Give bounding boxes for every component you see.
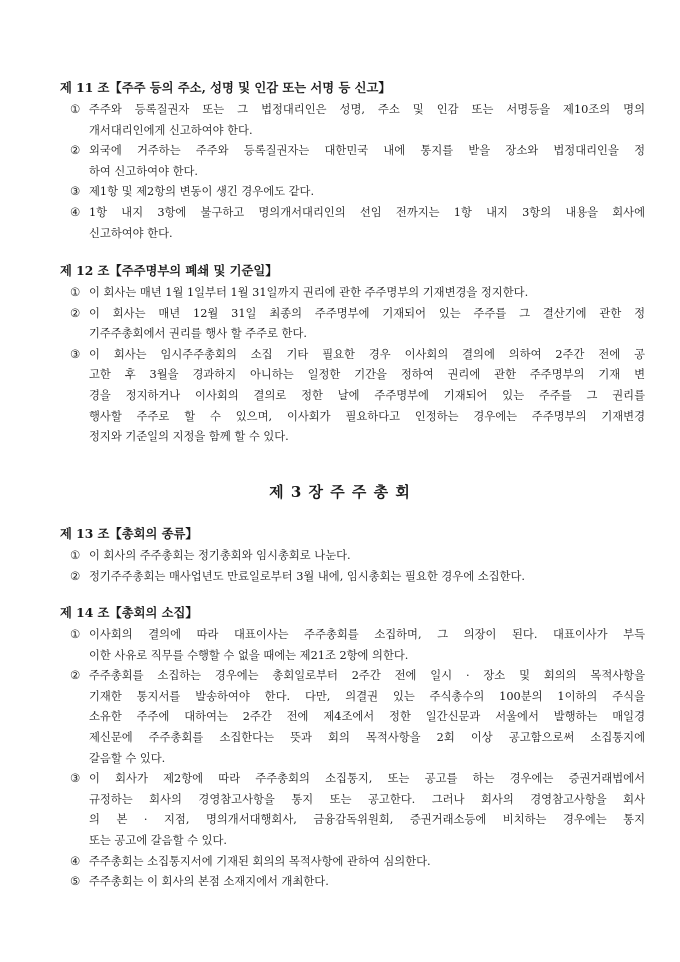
article-14 bbox=[60, 604, 645, 893]
paragraph-line: 제신문에 주주총회를 소집한다는 뜻과 회의 목적사항을 2회 이상 공고함으로써 소집통지에 bbox=[89, 730, 645, 744]
paragraph-line: 이 회사의 주주총회는 정기총회와 임시총회로 나눈다. bbox=[89, 549, 351, 562]
paragraph-number: ① bbox=[70, 628, 81, 641]
paragraph-line: 이 회사가 제2항에 따라 주주총회의 소집통지, 또는 공고를 하는 경우에는 증권거래법에서 bbox=[89, 772, 645, 786]
paragraph-line: 또는 공고에 갈음할 수 있다. bbox=[89, 833, 227, 847]
paragraph-item bbox=[60, 872, 645, 893]
paragraph-line: 개서대리인에게 신고하여야 한다. bbox=[89, 123, 253, 137]
article-12 bbox=[60, 262, 645, 448]
paragraph-item bbox=[60, 141, 645, 182]
paragraph-line: 주주총회는 이 회사의 본점 소재지에서 개최한다. bbox=[89, 875, 329, 889]
paragraph-number: ③ bbox=[70, 347, 81, 361]
paragraph-line: 외국에 거주하는 주주와 등록질권자는 대한민국 내에 통지를 받을 장소와 법정대리인을 정 bbox=[89, 144, 645, 158]
paragraph-number: ⑤ bbox=[70, 875, 81, 889]
paragraph-line: 주주와 등록질권자 또는 그 법정대리인은 성명, 주소 및 인감 또는 서명등을 제10조의 명의 bbox=[89, 103, 645, 116]
paragraph-item bbox=[60, 345, 645, 448]
paragraph-line: 제1항 및 제2항의 변동이 생긴 경우에도 같다. bbox=[89, 185, 315, 199]
paragraph-number: ② bbox=[70, 306, 81, 320]
paragraph-line: 이 회사는 임시주주총회의 소집 기타 필요한 경우 이사회의 결의에 의하여 2주간 전에 공 bbox=[89, 347, 645, 361]
paragraph-line: 기주주총회에서 권리를 행사 할 주주로 한다. bbox=[89, 327, 307, 341]
paragraph-line: 고한 후 3월을 경과하지 아니하는 일정한 기간을 정하여 권리에 관한 주주명부의 기재 변 bbox=[89, 368, 645, 382]
paragraph-item bbox=[60, 666, 645, 769]
paragraph-item bbox=[60, 283, 645, 304]
paragraph-line: 기재한 통지서를 발송하여야 한다. 다만, 의결권 있는 주식총수의 100분의 1이하의 주식을 bbox=[89, 689, 645, 703]
paragraph-number: ② bbox=[70, 669, 81, 683]
paragraph-line: 1항 내지 3항에 불구하고 명의개서대리인의 선임 전까지는 1항 내지 3항의 내용을 회사에 bbox=[89, 205, 645, 219]
paragraph-item bbox=[60, 546, 645, 567]
paragraph-line: 소유한 주주에 대하여는 2주간 전에 제4조에서 정한 일간신문과 서울에서 발행하는 매일경 bbox=[89, 710, 645, 724]
paragraph-number: ② bbox=[70, 144, 81, 158]
paragraph-item bbox=[60, 852, 645, 873]
paragraph-number: ④ bbox=[70, 854, 81, 868]
article-heading: 제 14 조【총회의 소집】 bbox=[60, 605, 198, 620]
paragraph-line: 주주총회를 소집하는 경우에는 총회일로부터 2주간 전에 일시 · 장소 및 회의의 목적사항을 bbox=[89, 669, 645, 683]
paragraph-line: 정기주주총회는 매사업년도 만료일로부터 3월 내에, 임시총회는 필요한 경우에 소집한다. bbox=[89, 569, 525, 583]
paragraph-line: 하여 신고하여야 한다. bbox=[89, 164, 198, 178]
paragraph-number: ③ bbox=[70, 772, 81, 786]
paragraph-item bbox=[60, 304, 645, 345]
paragraph-line: 규정하는 회사의 경영참고사항을 통지 또는 공고한다. 그러나 회사의 경영참고사항을 회사 bbox=[89, 792, 645, 806]
article-heading: 제 11 조【주주 등의 주소, 성명 및 인감 또는 서명 등 신고】 bbox=[60, 80, 391, 95]
paragraph-line: 행사할 주주로 할 수 있으며, 이사회가 필요하다고 인정하는 경우에는 주주명부의 기재변경 bbox=[89, 409, 645, 423]
paragraph-line: 갈음할 수 있다. bbox=[89, 751, 166, 765]
paragraph-line: 이 회사는 매년 1월 1일부터 1월 31일까지 권리에 관한 주주명부의 기재변경을 정지한다. bbox=[89, 286, 529, 299]
paragraph-number: ④ bbox=[70, 205, 81, 219]
paragraph-line: 이사회의 결의에 따라 대표이사는 주주총회를 소집하며, 그 의장이 된다. 대표이사가 부득 bbox=[89, 628, 645, 641]
article-11 bbox=[60, 79, 645, 244]
paragraph-item bbox=[60, 182, 645, 203]
paragraph-number: ③ bbox=[70, 185, 81, 199]
paragraph-line: 주주총회는 소집통지서에 기재된 회의의 목적사항에 관하여 심의한다. bbox=[89, 854, 431, 868]
chapter-title: 제 3 장 주 주 총 회 bbox=[269, 483, 411, 501]
paragraph-number: ② bbox=[70, 569, 81, 583]
paragraph-line: 이 회사는 매년 12월 31일 최종의 주주명부에 기재되어 있는 주주를 그 결산기에 관한 정 bbox=[89, 306, 645, 320]
paragraph-item bbox=[60, 625, 645, 666]
article-13 bbox=[60, 525, 645, 587]
paragraph-line: 정지와 기준일의 지정을 함께 할 수 있다. bbox=[89, 430, 289, 444]
paragraph-item bbox=[60, 567, 645, 588]
paragraph-item bbox=[60, 769, 645, 851]
paragraph-line: 신고하여야 한다. bbox=[89, 226, 173, 240]
paragraph-line: 경을 정지하거나 이사회의 결의로 정한 날에 주주명부에 기재되어 있는 주주를 그 권리를 bbox=[89, 388, 645, 402]
paragraph-line: 이한 사유로 직무를 수행할 수 없을 때에는 제21조 2항에 의한다. bbox=[89, 648, 409, 662]
paragraph-number: ① bbox=[70, 286, 81, 299]
paragraph-item bbox=[60, 203, 645, 244]
paragraph-line: 의 본 · 지점, 명의개서대행회사, 금융감독위원회, 증권거래소등에 비치하는 경우에는 통지 bbox=[89, 813, 645, 827]
article-heading: 제 12 조【주주명부의 폐쇄 및 기준일】 bbox=[60, 263, 278, 278]
paragraph-item bbox=[60, 100, 645, 141]
article-heading: 제 13 조【총회의 종류】 bbox=[60, 526, 198, 541]
paragraph-number: ① bbox=[70, 549, 81, 562]
paragraph-number: ① bbox=[70, 103, 81, 116]
